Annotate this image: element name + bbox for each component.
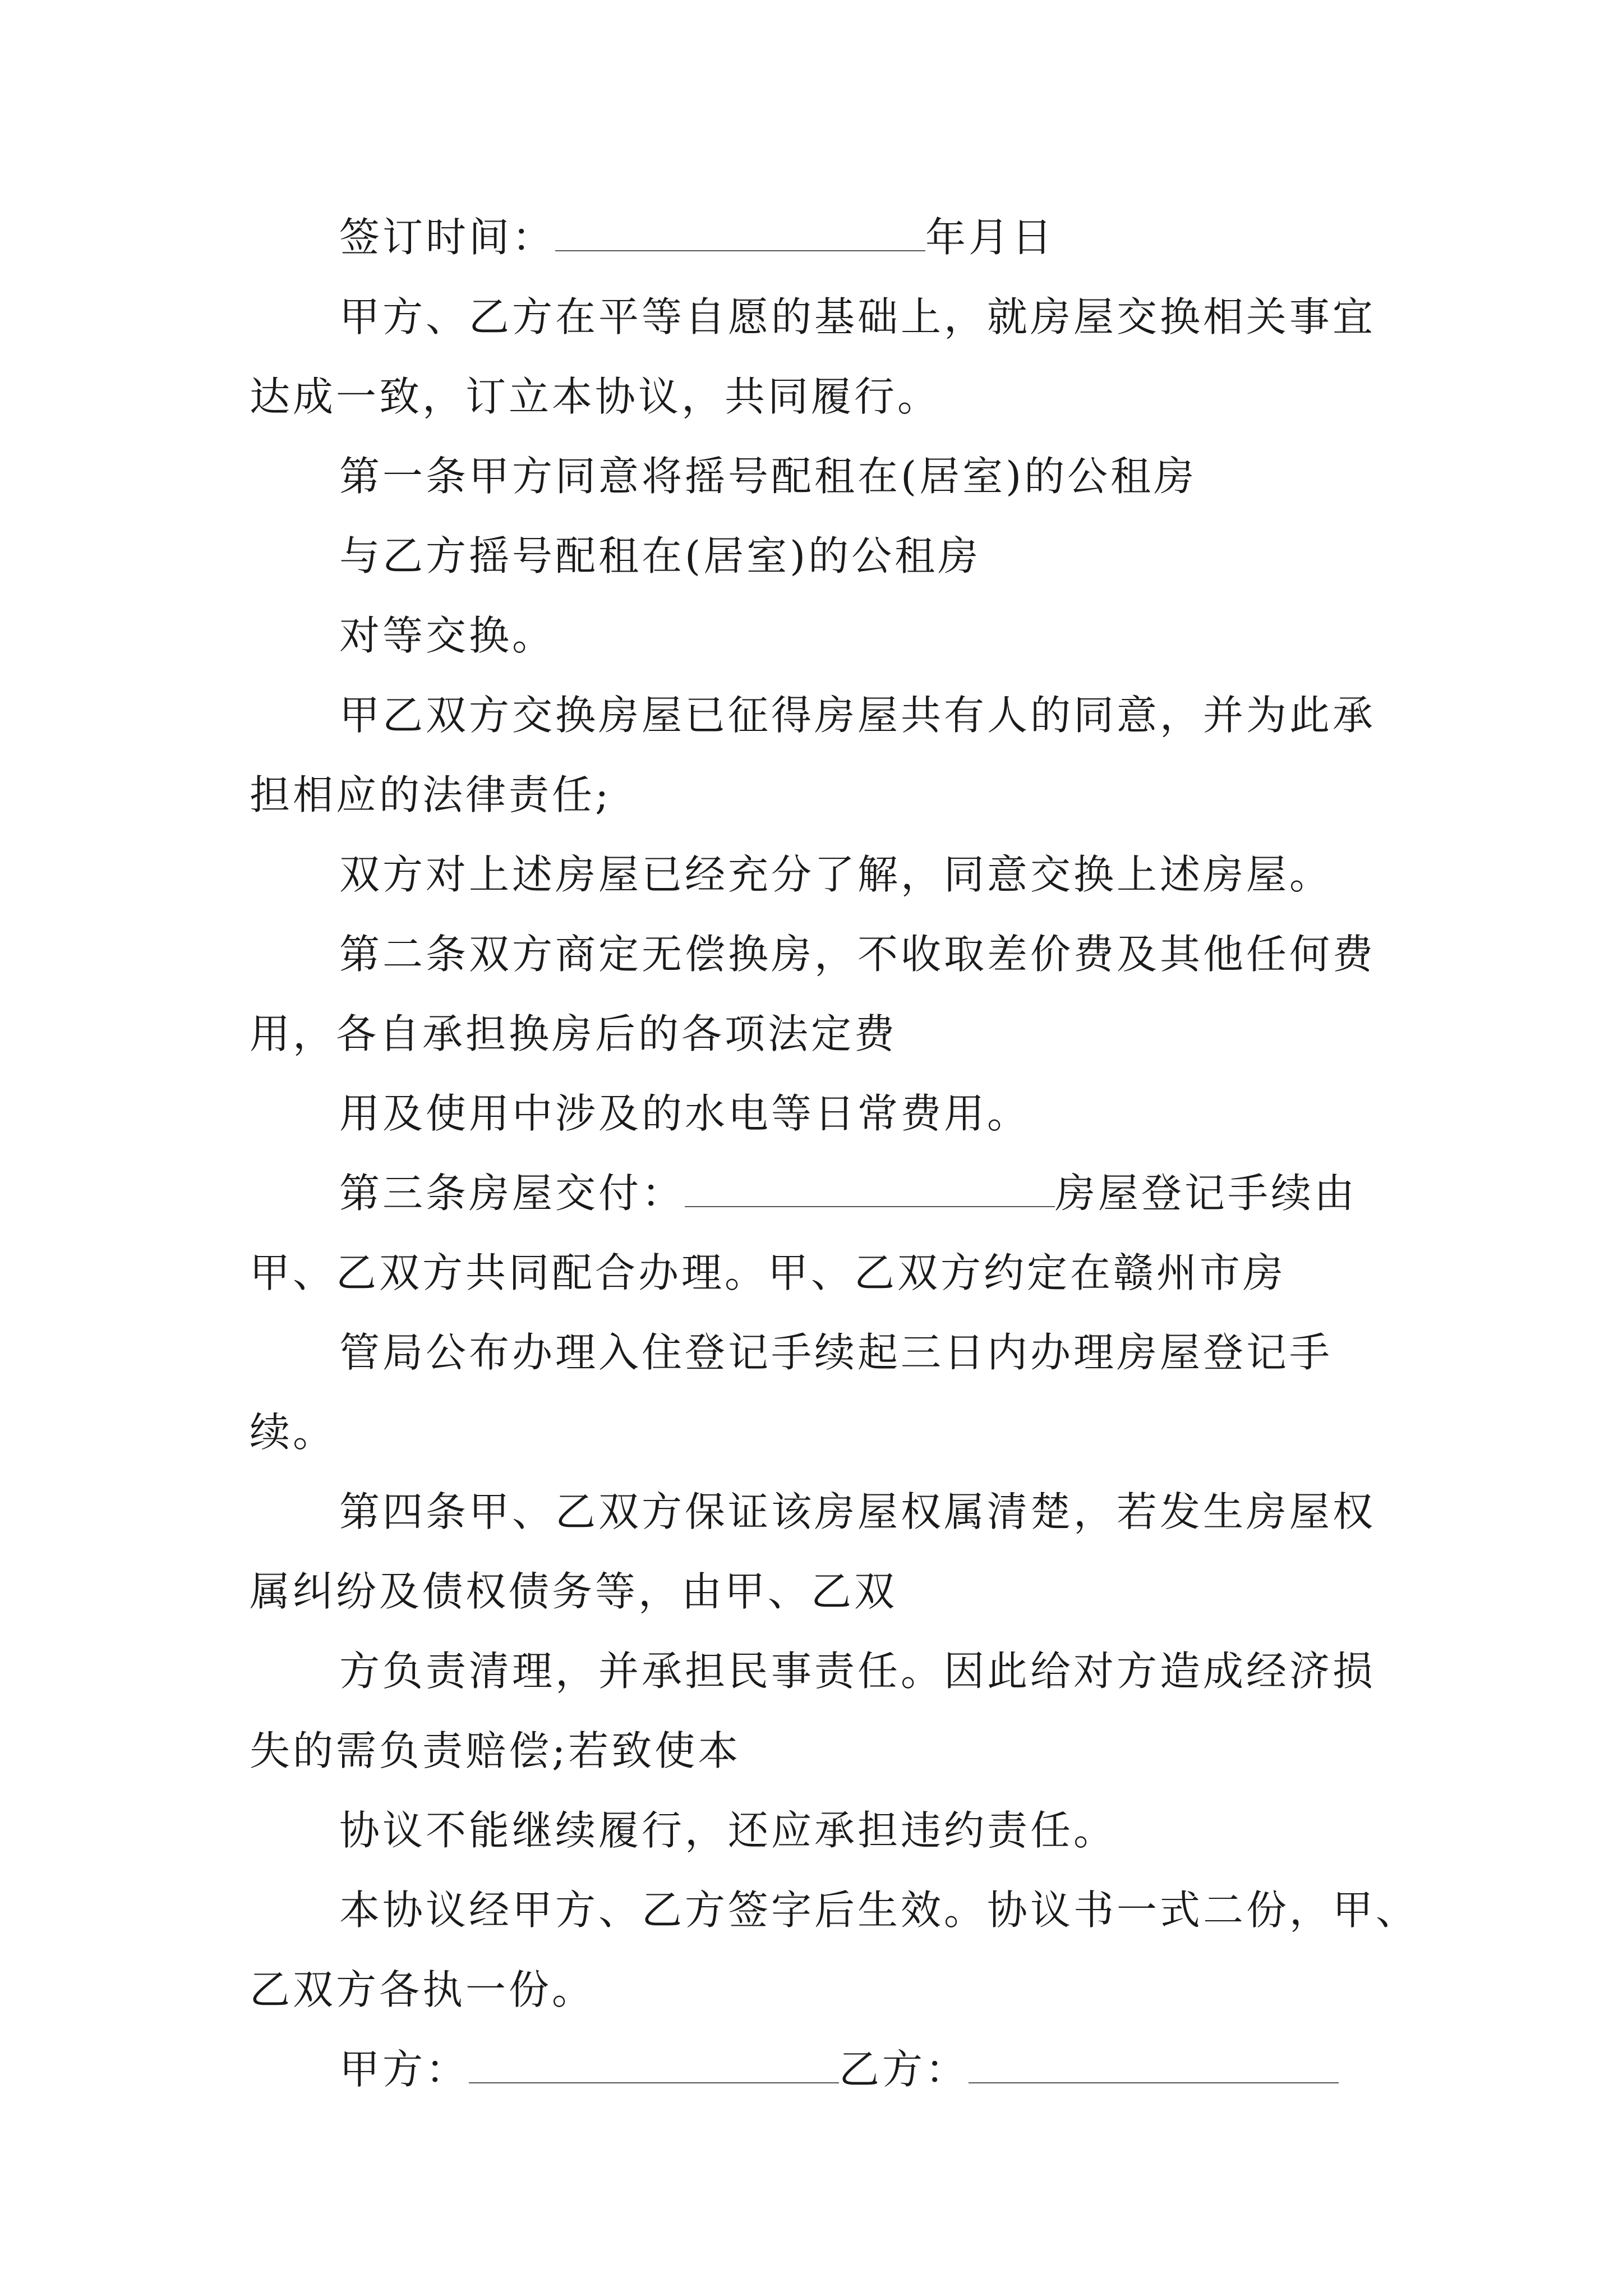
article-4-line-1: 第四条甲、乙双方保证该房屋权属清楚，若发生房屋权: [339, 1488, 1376, 1535]
article-3-line-2: 甲、乙双方共同配合办理。甲、乙双方约定在赣州市房: [250, 1249, 1287, 1296]
article-4-line-2: 属纠纷及债权债务等，由甲、乙双: [250, 1568, 898, 1615]
effect-line-2: 乙双方各执一份。: [250, 1966, 596, 2013]
sign-date-line: [339, 209, 1055, 265]
party-b-label: 乙方：: [839, 2046, 969, 2093]
article-2-line-2: 用，各自承担换房后的各项法定费: [250, 1010, 898, 1057]
party-a-label: 甲方：: [339, 2046, 469, 2093]
article-3-line-4: 续。: [250, 1409, 336, 1456]
article-1-line-3: 对等交换。: [339, 612, 556, 659]
article-2-line-3: 用及使用中涉及的水电等日常费用。: [339, 1090, 1031, 1137]
article-3-line-3: 管局公布办理入住登记手续起三日内办理房屋登记手: [339, 1329, 1333, 1376]
intro-line-2: 达成一致，订立本协议，共同履行。: [250, 373, 941, 420]
article-4-line-3: 方负责清理，并承担民事责任。因此给对方造成经济损: [339, 1648, 1376, 1695]
delivery-blank: [685, 1172, 1055, 1207]
intro-line-1: 甲方、乙方在平等自愿的基础上，就房屋交换相关事宜: [339, 293, 1376, 341]
article-3-line-1-tail: 房屋登记手续由: [1055, 1170, 1358, 1217]
sign-date-suffix: 年月日: [925, 214, 1055, 261]
article-1-line-1: 第一条甲方同意将摇号配租在(居室)的公租房: [339, 453, 1197, 500]
signature-line: [339, 2041, 1339, 2097]
effect-line-1: 本协议经甲方、乙方签字后生效。协议书一式二份，甲、: [339, 1887, 1419, 1934]
sign-date-label: 签订时间：: [339, 214, 556, 261]
consent-line-1: 甲乙双方交换房屋已征得房屋共有人的同意，并为此承: [339, 692, 1376, 739]
party-a-signature-blank: [469, 2049, 839, 2083]
article-4-line-5: 协议不能继续履行，还应承担违约责任。: [339, 1807, 1117, 1854]
article-4-line-4: 失的需负责赔偿;若致使本: [250, 1727, 741, 1774]
sign-date-blank: [555, 217, 925, 251]
article-2-line-1: 第二条双方商定无偿换房，不收取差价费及其他任何费: [339, 931, 1376, 978]
article-3-line-1: [339, 1165, 1357, 1221]
article-1-line-2: 与乙方摇号配租在(居室)的公租房: [339, 532, 981, 579]
party-b-signature-blank: [969, 2049, 1339, 2083]
understand-line: 双方对上述房屋已经充分了解，同意交换上述房屋。: [339, 851, 1333, 898]
consent-line-2: 担相应的法律责任;: [250, 771, 612, 818]
article-3-label: 第三条房屋交付：: [339, 1170, 685, 1217]
